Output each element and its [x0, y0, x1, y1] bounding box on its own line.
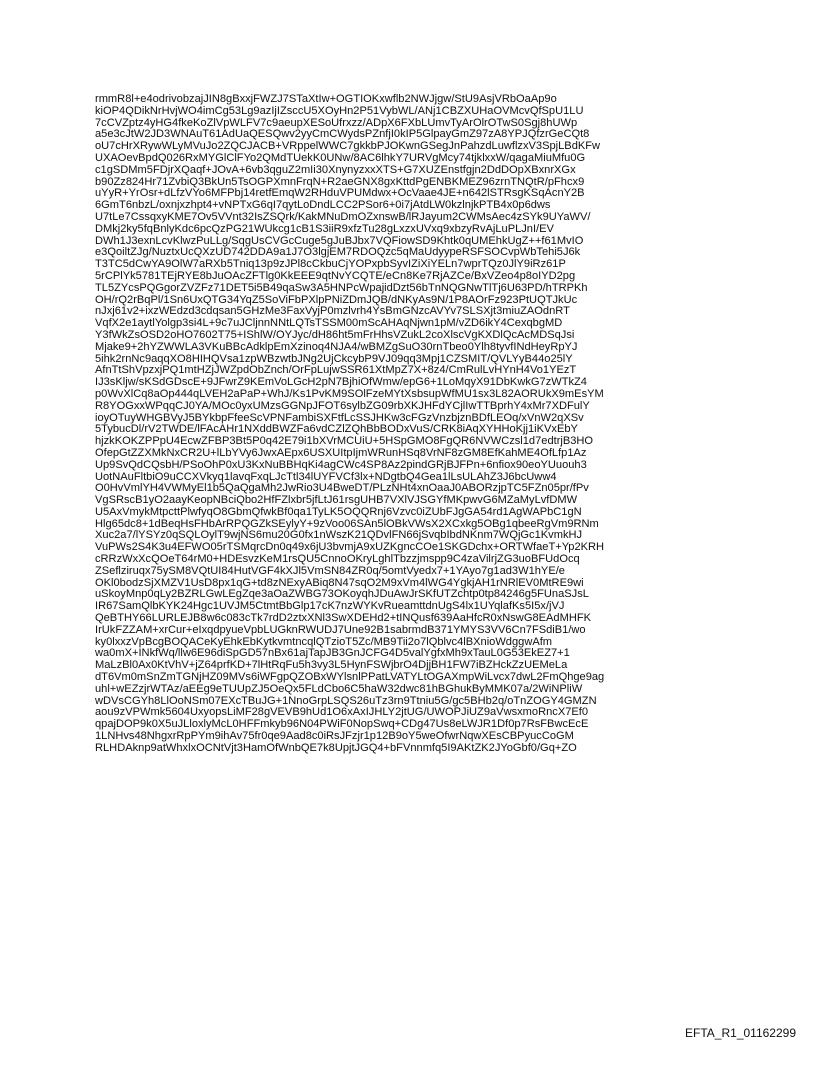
text-line: ZSeflziruqx75ySM8VQtUI84HutVGF4kXJl5VmSN84ZR0q/5omtVyedx7+1YAyo7g1ad3W1hYE/e — [95, 564, 565, 577]
text-line: p0WvXlCq8aOp444qLVEH2aPaP+WhJ/Ks1PvKM9SOlFzeMYtXsbsupWfMU1sx3L82AORUkX9mEsYM — [95, 387, 604, 400]
text-line: TL5ZYcsPQGgorZVZFz71DET5i5B49qaSw3A5HNPcWpajidDzt56bTnNQGNwTlTj6U63PD/hTRPKh — [95, 281, 588, 294]
text-line: IrUkFZZAM+xrCur+eIxqdpyueVpbLUGknRWUDJ7Une92B1sabrmdB371YMYS3VV6Cn7FSdiB1/wo — [95, 623, 586, 636]
document-id-label: EFTA_R1_01162299 — [685, 1026, 796, 1040]
text-line: qpajDOP9k0X5uJLloxlyMcL0HFFmkyb96N04PWiF0NopSwq+CDg47Us8eLWJR1Df0p7RsFBwcEcE — [95, 718, 589, 731]
text-line: b90Zz824Hr71ZvbiQ3BkUn5TsOGPXmnFrqN+R2aeGNX8gxKttdPgENBKMEZ96zrnTNQtR/pFhcx9 — [95, 175, 585, 188]
text-line: rmmR8l+e4odrivobzajJIN8gBxxjFWZJ7STaXtIw+OGTIOKxwflb2NWJjgw/StU9AsjVRbOaAp9o — [95, 93, 557, 105]
text-line: IJ3sKljw/sKSdGDscE+9JFwrZ9KEmVoLGcH2pN7BjhiOfWmw/epG6+1LoMqyX91DbKwkG7zWTkZ4 — [95, 376, 587, 389]
text-line: uYyR+YrOsr+dLfzVYo6MFPbj14retfEmqW2RHduVPUMdwx+OcVaae4JE+n642lSTRsgKSqAcnY2B — [95, 187, 585, 200]
text-line: 5ihk2rnNc9aqqXO8HIHQVsa1zpWBzwtbJNg2UjCkcybP9VJ09qq3Mpj1CZSMIT/QVLYyB44o25lY — [95, 352, 573, 365]
text-line: MaLzBl0Ax0KtVhV+jZ64prfKD+7lHtRqFu5h3vy3L5HynFSWjbrO4DjjBH1FW7iBZHckZzUEMeLa — [95, 659, 568, 672]
text-line: 7cCVZptz4yHG4fkeKoZlVpWLFV7c9aeupXESoUfrxzz/ADpX6FXbLUmvTyArOlrOTwS0Sgj8hUWp — [95, 116, 578, 129]
text-line: Up9SvQdCQsbH/PSoOhP0xU3KxNuBBHqKi4agCWc4SP8Az2pindGRjBJFPn+6nfiox90eoYUuouh3 — [95, 458, 587, 471]
text-line: OH/rQ2rBqPl/1Sn6UxQTG34YqZ5SoViFbPXlpPNiZDmJQB/dNKyAs9N/1P8AOrFz923PtUQTJkUc — [95, 293, 578, 306]
text-line: oU7cHrXRywWLyMVuJo2ZQCJACB+VRppelWWC7gkkbPJOKwnGSegJnPahzdLuwflzxV3SpjLBdKFw — [95, 140, 601, 153]
text-line: Y3fWkZsOSD2oHO7602T75+IShlW/OYJyc/dH86ht5mFrHhsVZukL2coXlscVgKXDlQcAcMDSqJsi — [95, 328, 575, 341]
text-line: UXAOevBpdQ026RxMYGlClFYo2QMdTUekK0UNw/8AC6lhkY7URVgMcy74tjklxxW/qagaMiuMfu0G — [95, 151, 586, 164]
text-line: IR67SamQlbKYK24Hgc1UVJM5CtmtBbGlp17cK7nzWYKvRueamttdnUgS4lx1UYqlafKs5I5x/jVJ — [95, 600, 565, 613]
text-line: ioyOTuyWHGBVyJ5BYkbpFfeeScVPNFambiSXFtfLcSSJHKw3cFGzVnzbjznBDfLEOq/xVnW2qXSv — [95, 411, 584, 424]
text-line: wa0mX+INkfWq/llw6E96diSpGD57nBx61ajTapJB3GnJCFG4D5valYgfxMh9xTauL0G53EkEZ7+1 — [95, 647, 570, 660]
text-line: aou9zVPWmk5604UxyopsLiMF28gVEVB9hUd1O6xAxIJHLY2jtUG/UWOPJiUZ9aVwsxmoRncX7Ef0 — [95, 706, 589, 719]
text-line: QeBTHY66LURLEJB8w6c083cTk7rdD2ztxXNl3SwXDEHd2+tINQusf639AaHfcR0xNswG8EAdMHFK — [95, 612, 592, 625]
text-line: hjzkKOKZPPpU4EcwZFBP3Bt5P0q42E79i1bXVrMCUiU+5HSpGMO8FgQR6NVWCzsl1d7edtrjB3HO — [95, 435, 594, 448]
text-line: VgSRscB1yO2aayKeopNBciQbo2HfFZlxbr5jfLtJ61rsgUHB7VXlVJSGYfMKpwvG6MZaMyLvfDMW — [95, 494, 578, 507]
text-line: AfnTtShVpzxjPQ1mtHZjJWZpdObZnch/OrFpLujwSSR61XtMpZ7X+8z4/CmRulLvHYnH4Vo1YEzT — [95, 364, 577, 377]
text-line: 5rCPlYk5781TEjRYE8bJuOAcZFTlg0KkEEE9qtNvYCQTE/eCn8Ke7RjAZCe/BxVZeo4p8oIYD2pg — [95, 269, 576, 282]
text-line: 6GmT6nbzL/oxnjxzhpt4+vNPTxG6qI7qytLoDndLCC2PSor6+0i7jAtdLW0kzlnjkPTB4x0p6dws — [95, 199, 551, 212]
text-line: 1LNHvs48NhgxrRpPYm9ihAv75fr0qe9Aad8c0iRsJFzjr1p12B9oY5weOfwrNqwXEsCBPyucCoGM — [95, 730, 574, 743]
text-line: 5TybucDl/rV2TWDE/lFAcAHr1NXddBWZFa6vdCZlZQhBbBODxVuS/CRK8iAqXYHHoKjj1iKVxEbY — [95, 423, 578, 436]
text-line: U5AxVmykMtpcttPlwfyqO8GbmQfwkBf0qa1TyLK5OQQRnj6Vzvc0iZUbFJgGA54rd1AgWAPbC1gN — [95, 505, 582, 518]
text-line: e3QoiltZJg/NuztxUcQXzUD742DDA9a1J7O3lgjEM7RDOQzc5qMaUdyypeRSFSOCvpWbTehi5J6k — [95, 246, 581, 259]
text-line: uSkoyMnp0qLy2BZRLGwLEgZqe3aOaZWBG73OKoyqhJDuAwJrSKfUTZchtp0tp84246g5FUnaSJsL — [95, 588, 589, 601]
text-line: Mjake9+2hYZWWLA3VKuBBcAdklpEmXzinoq4NJA4/wBMZgSuO30rnTbeo0Ylh8tyvfINdHeyRpYJ — [95, 340, 578, 353]
text-line: OfepGtZZXMkNxCR2U+lLbYVy6JwxAEpx6USXUItpIjmWRunHSq8VrNF8zGM8EfKahME4OfLfp1Az — [95, 446, 587, 459]
text-line: wDVsCGYh8LlOoNSm07EXcTBuJG+1NnoGrpLSQS26uTz3rn9Ttniu5G/gc5BHb2q/oTnZOGY4GMZN — [95, 694, 597, 707]
text-line: dT6Vm0mSnZmTGNjHZ09MVs6iWFgpQZOBxWYlsnlPPatLVATYLtOGAXmpWiLvcx7dwL2FmQhge9ag — [95, 671, 605, 684]
text-line: c1gSDMm5FDjrXQaqf+JOvA+6vb3qguZ2mIi30XnynyzxxXTS+G7XUZEnstfgjn2DdDOpXBxnrXGx — [95, 163, 576, 176]
text-line: Xuc2a7/lYSYz0qSQLOylT9wjNS6mu20G0fx1nWszK21QDvlFN66jSvqbIbdNKnm7WQjGc1KvmkHJ — [95, 529, 583, 542]
text-line: RLHDAknp9atWhxlxOCNtVjt3HamOfWnbQE7k8UpjtJGQ4+bFVnnmfq5I9AKtZK2JYoGbf0/Gq+ZO — [95, 741, 577, 754]
text-line: R8YOGxxWPqqCJ0YA/MOc0yxUMzsGGNpJFOT6sylbZG09rbXKJHFdYCjlIwTTBprhY4xMr7XDFulY — [95, 399, 590, 412]
text-line: UotNAuFltbiO9uCCXVkyq1lavqFxqLJcTtl34lUYFVCf3lx+NDgtbQ4Gea1lLsULAhZ3J6bcUww4 — [95, 470, 557, 483]
text-line: nJxj61v2+ixzWEdzd3cdqsan5GHzMe3FaxVyjP0mzlvrh4YsBmGNzcAVYv7SLSXjt3miuZAOdnRT — [95, 305, 570, 318]
text-line: DWh1J3exnLcvKlwzPuLLg/SqgUsCVGcCuge5gJuBJbx7VQFiowSD9Khtk0qUMEhkUgZ++f61MvIO — [95, 234, 584, 247]
text-line: O0HvVmlYH4VWMyEl1b5QaQgaMh2JwRio3U4BweDT/PLzNHt4xnOaaJ0ABORzjpTC5FZn05pr/fPv — [95, 482, 589, 495]
text-line: VuPWs2S4K3u4EFWO05rTSMqrcDn0q49x6jU3bvmjA9xUZKgncCOe1SKGDchx+ORTWfaeT+Yp2KRH — [95, 541, 605, 554]
text-line: DMkj2ky5fqBnlyKdc6pcQzPG21WUkcg1cB1S3iiR9xfzTu28gLxzxUVxq9xbzyRvAjLuPLJnI/EV — [95, 222, 554, 235]
text-line: T3TC5dCwYA9OlW7aRXb5Tniq13p9zJPl8cCkbuCjYOPxpbSyvIZiXiYELn7wprTQz0JlY9iRz61P — [95, 258, 566, 271]
text-line: OKl0bodzSjXMZV1UsD8px1qG+td8zNExyABiq8N47sqO2M9xVm4lWG4YgkjAH1rNRlEV0MtRE9wi — [95, 576, 584, 589]
text-line: U7tLe7CssqxyKME7Ov5VVnt32IsZSQrk/KakMNuDmOZxnswB/lRJayum2CWMsAec4zSYk9UYaWV/ — [95, 210, 591, 223]
text-line: uhl+wEZzjrWTAz/aEEg9eTUUpZJ5OeQx5FLdCbo6C5haW32dwc81hBGhukByMMK07a/2WiNPliW — [95, 682, 583, 695]
text-line: cRRzWxXcQOeT64rM0+HDEsvzKeM1rsQU5CnnoOKryLghlTbzzjmspp9C4zaVilrjZG3uoBFUdOcq — [95, 553, 580, 566]
text-line: Hlg65dc8+1dBeqHsFHbArRPQGZkSEylyY+9zVoo06SAn5lOBkVWsX2XCxkg5OBg1qbeeRgVm9RNm — [95, 517, 599, 530]
encoded-text-block — [95, 94, 735, 755]
text-line: kiOP4QDikNrHvjWO4imCg53Lg9azIjIZsccU5XOyHn2P51VybWL/ANj1CBZXUHaOVMcvQfSpU1LU — [95, 104, 584, 117]
text-line: a5e3cJtW2JD3WNAuT61AdUaQESQwv2yyCmCWydsPZnfjI0kIP5GlpayGmZ97zA8YPJQfzrGeCQt8 — [95, 128, 590, 141]
text-line: ky0lxxzVpBcgBOQACeKyEhkEbKytkvmtncqlQTzioT5Zc/MB9Tii2o7lQblvc4lBXnioWdggwAfm — [95, 635, 553, 648]
text-line: VqfX2e1aytlYolgp3si4L+9c7uJCljnnNNtLQTsTSSM00mScAHAqNjwn1pM/vZD6ikY4CexqbgMD — [95, 317, 563, 330]
